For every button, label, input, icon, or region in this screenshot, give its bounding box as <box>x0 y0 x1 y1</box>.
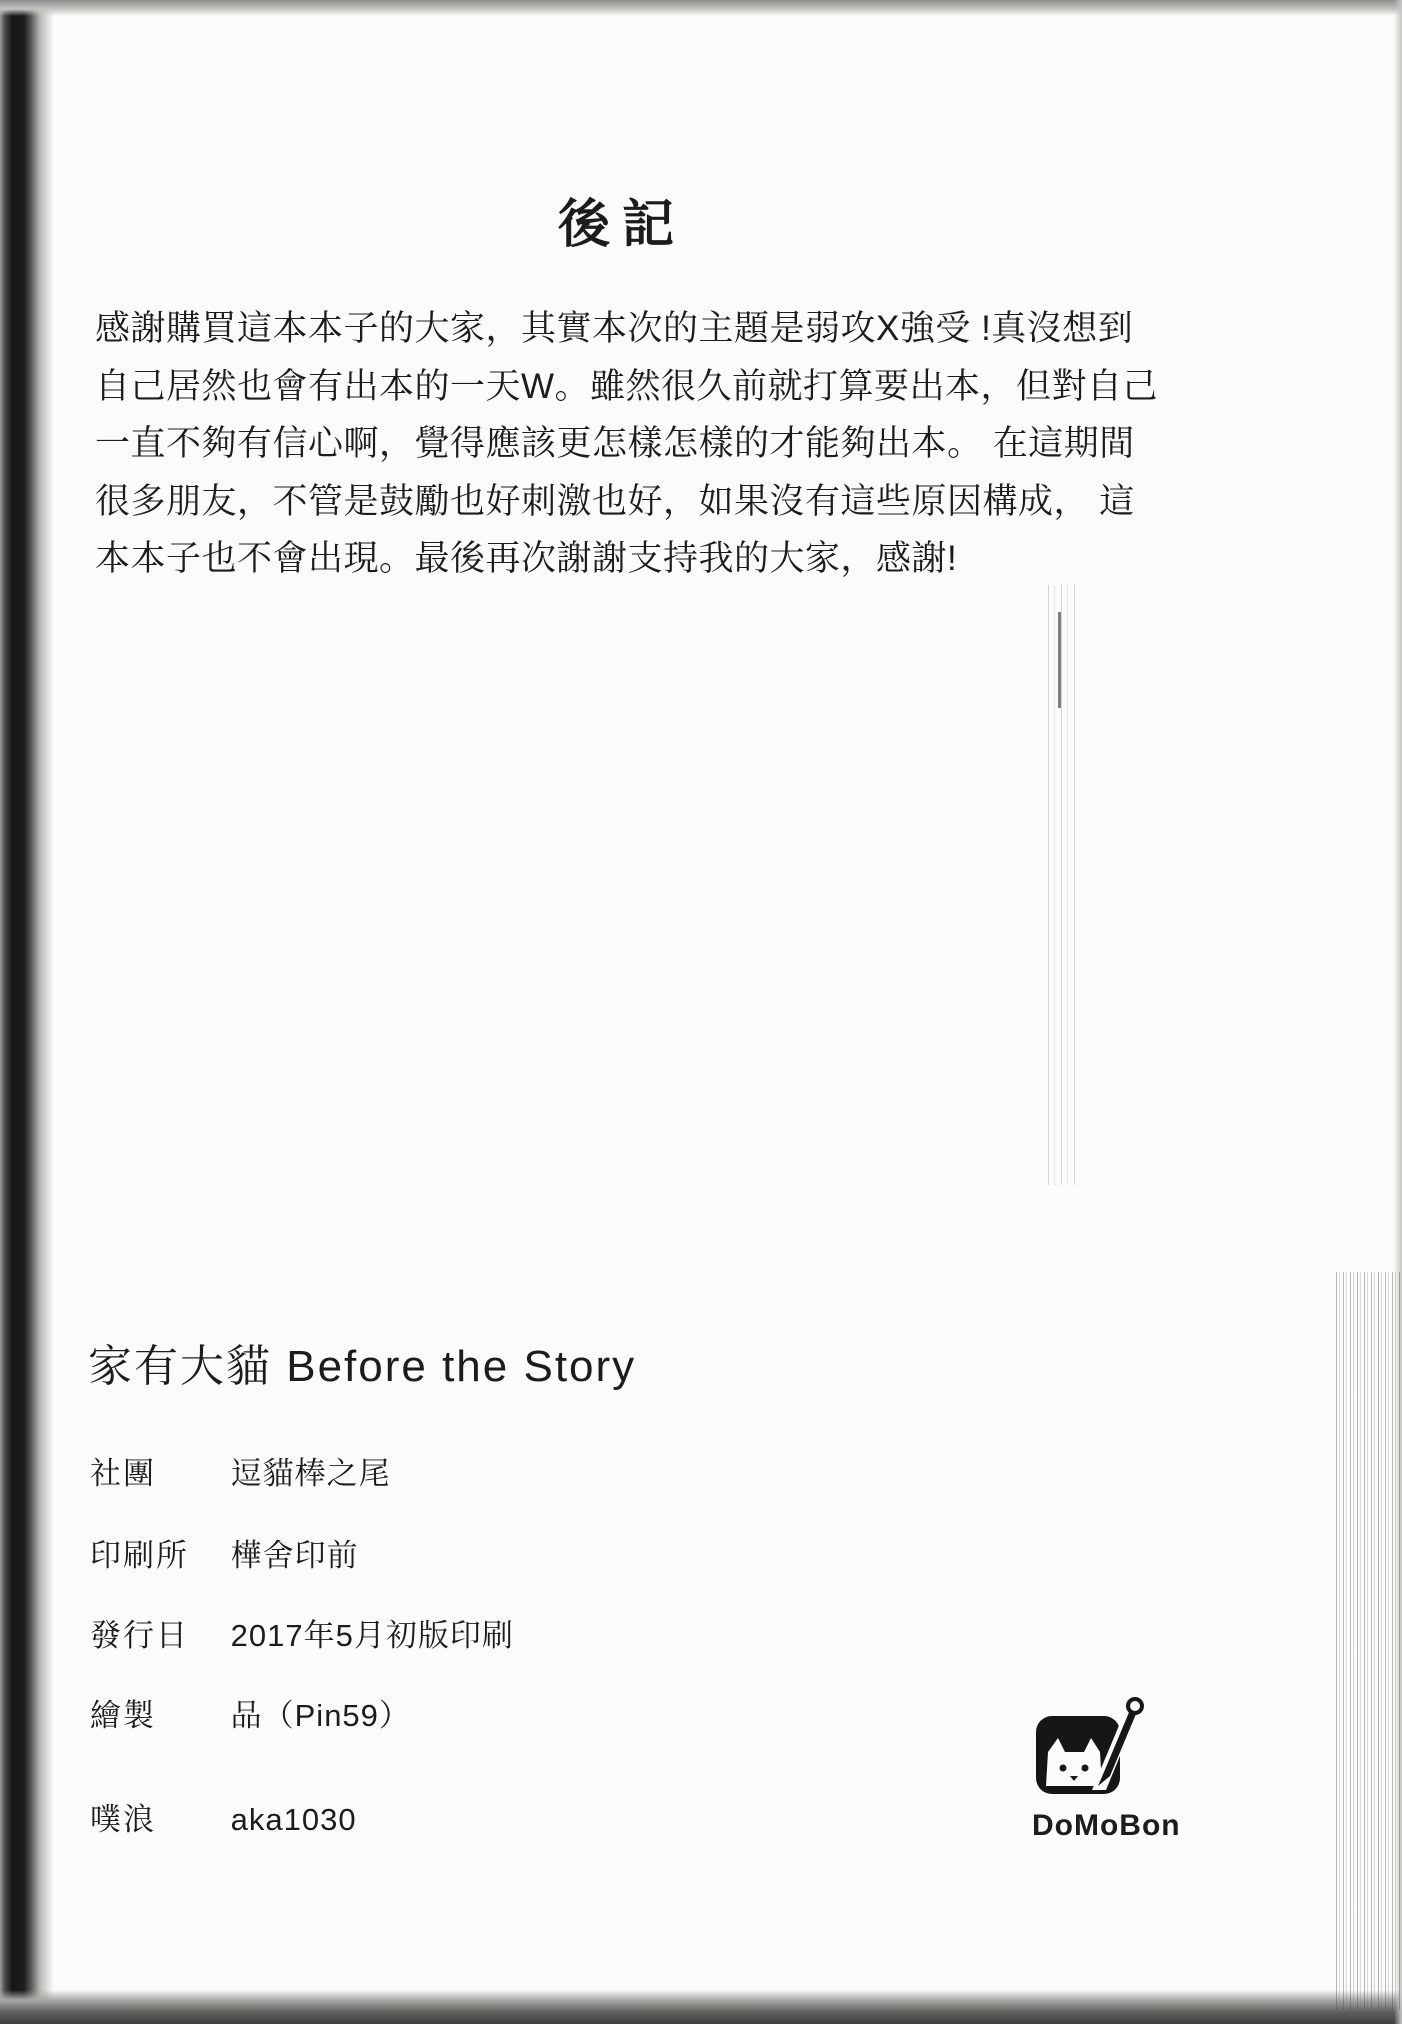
afterword-line: 自己居然也會有出本的一天W。雖然很久前就打算要出本，但對自己 <box>95 366 1159 406</box>
credit-label: 發行日 <box>90 1618 189 1653</box>
cat-with-pen-icon <box>1032 1694 1150 1802</box>
afterword-line: 很多朋友，不管是鼓勵也好刺激也好，如果沒有這些原因構成， 這 <box>95 481 1135 521</box>
credit-label: 印刷所 <box>90 1538 189 1573</box>
credit-row-printer <box>90 1530 359 1575</box>
scan-edge-bottom <box>0 1990 1402 2024</box>
credit-value: aka1030 <box>230 1802 357 1837</box>
credit-value: 樺舍印前 <box>230 1538 359 1573</box>
publisher-name: DoMoBon <box>1032 1809 1181 1842</box>
book-title: 家有大貓 Before the Story <box>88 1342 637 1391</box>
afterword-title: 後記 <box>558 196 687 254</box>
scan-scratches-corner <box>1336 1272 1402 2010</box>
publisher-logo <box>1032 1694 1181 1843</box>
credit-value: 2017年5月初版印刷 <box>230 1618 514 1653</box>
scan-edge-top <box>0 0 1402 16</box>
credit-label: 繪製 <box>90 1698 156 1733</box>
credit-row-circle <box>90 1448 391 1493</box>
afterword-line: 本本子也不會出現。最後再次謝謝支持我的大家，感謝! <box>95 539 958 578</box>
book-spine-shadow <box>0 0 54 2024</box>
afterword-line: 感謝購買這本本子的大家，其實本次的主題是弱攻X強受 !真沒想到 <box>95 309 1134 348</box>
credit-label: 噗浪 <box>90 1802 156 1837</box>
credit-value: 逗貓棒之尾 <box>230 1456 391 1491</box>
credit-row-artist <box>90 1690 411 1735</box>
credit-row-release-date <box>90 1610 514 1655</box>
credit-row-plurk <box>90 1794 357 1839</box>
credit-label: 社團 <box>90 1456 156 1491</box>
afterword-line: 一直不夠有信心啊，覺得應該更怎樣怎樣的才能夠出本。 在這期間 <box>95 424 1135 463</box>
afterword-paragraph <box>95 300 1159 588</box>
credit-value: 品（Pin59） <box>230 1698 411 1733</box>
scan-scratch-dark <box>1058 612 1061 708</box>
scan-scratches-middle <box>1048 585 1078 1185</box>
